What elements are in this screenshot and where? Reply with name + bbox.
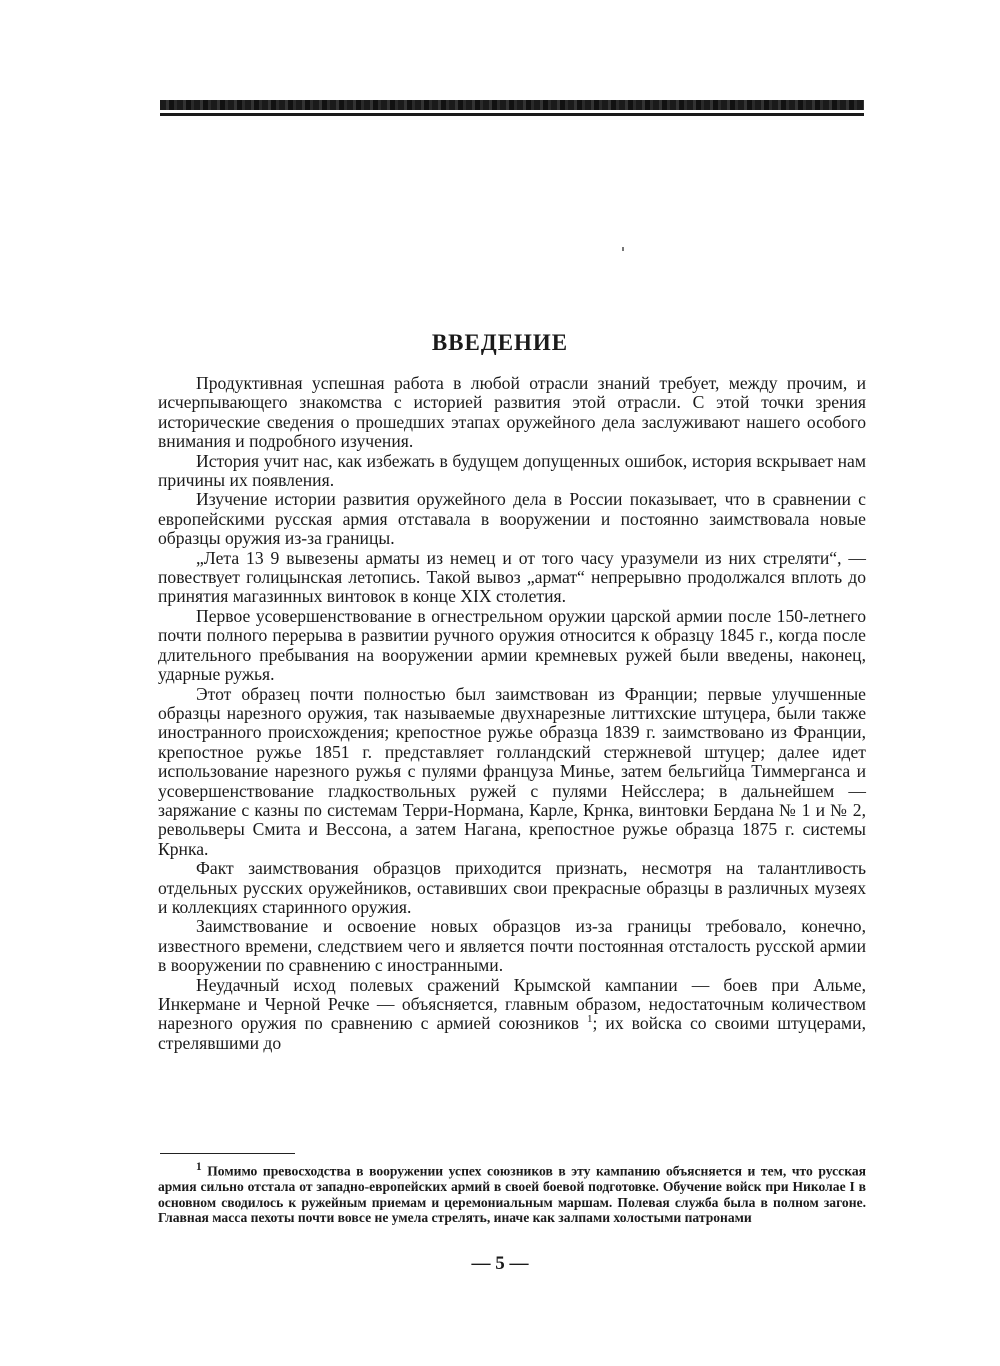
paragraph-last-start: Неудачный исход полевых сражений Крымской кампании — боев при Альме, Инкермане и Черной Речке — объясняется, главным образом, недостаточным количеством нарезного оружия по сравнению с армией союзников	[158, 974, 866, 1034]
paragraph-last	[158, 976, 866, 1054]
page-number: — 5 —	[471, 1253, 529, 1274]
footnote-reference: 1	[586, 1013, 593, 1026]
paragraph-last-end: ; их войска со своими штуцерами, стрелявшими до	[158, 1013, 867, 1053]
paragraph: Этот образец почти полностью был заимствован из Франции; первые улучшенные образцы нарезного оружия, так называемые двухнарезные литтихские штуцера, были также иностранного происхождения; крепостное ружье образца 1839 г. заимствовано из Франции, крепостное ружье 1851 г. представляет голландский стержневой штуцер; далее идет использование нарезного ружья с пулями француза Минье, затем бельгийца Тиммерганса и усовершенствование гладкоствольных ружей с пулями Нейсслера; в дальнейшем — заряжание с казны по системам Терри-Нормана, Карле, Крнка, винтовки Бердана № 1 и № 2, револьверы Смита и Вессона, а затем Нагана, крепостное ружье образца 1875 г. системы Крнка.	[158, 683, 866, 859]
footnote-marker: 1	[196, 1161, 202, 1173]
header-thin-rule	[160, 113, 864, 116]
paragraph: Изучение истории развития оружейного дела в России показывает, что в сравнении с европейскими русская армия отставала в вооружении и постоянно заимствовала новые образцы оружия из-за границы.	[158, 489, 866, 549]
footnote-text: Помимо превосходства в вооружении успех союзников в эту кампанию объясняется и тем, что русская армия сильно отстала от западно-европейских армий в своей боевой подготовке. Обучение войск при Николае I в основном сводилось к ружейным приемам и церемониальным маршам. Полевая служба была в полном загоне. Главная масса пехоты почти вовсе не умела стрелять, иначе как залпами холостыми патронами	[158, 1163, 866, 1226]
print-speck	[622, 247, 624, 251]
paragraph: Заимствование и освоение новых образцов из-за границы требовало, конечно, известного времени, следствием чего и является почти постоянная отсталость русской армии в вооружении по сравнению с иностранными.	[158, 916, 866, 976]
paragraph: Первое усовершенствование в огнестрельном оружии царской армии после 150-летнего почти полного перерыва в развитии ручного оружия относится к образцу 1845 г., когда после длительного пребывания на вооружении армии кремневых ружей были введены, наконец, ударные ружья.	[158, 605, 866, 685]
paragraph: Продуктивная успешная работа в любой отрасли знаний требует, между прочим, и исчерпывающего знакомства с историей развития этой отрасли. С этой точки зрения исторические сведения о прошедших этапах оружейного дела заслуживают нашего особого внимания и подробного изучения.	[158, 373, 866, 452]
body-text	[158, 374, 866, 1053]
paragraph: Факт заимствования образцов приходится признать, несмотря на талантливость отдельных русских оружейников, оставивших свои прекрасные образцы в различных музеях и коллекциях старинного оружия.	[158, 858, 866, 917]
paragraph: История учит нас, как избежать в будущем допущенных ошибок, история вскрывает нам причины их появления.	[158, 450, 866, 491]
footnote-divider	[160, 1153, 295, 1154]
paragraph: „Лета 13 9 вывезены арматы из немец и от того часу уразумели из них стреляти“, — повествует голицынская летопись. Такой вывоз „армат“ непрерывно продолжался вплоть до принятия магазинных винтовок в конце XIX столетия.	[158, 547, 866, 607]
chapter-heading: ВВЕДЕНИЕ	[431, 330, 569, 355]
footnote	[158, 1160, 866, 1226]
header-ornament-rule	[160, 100, 864, 110]
